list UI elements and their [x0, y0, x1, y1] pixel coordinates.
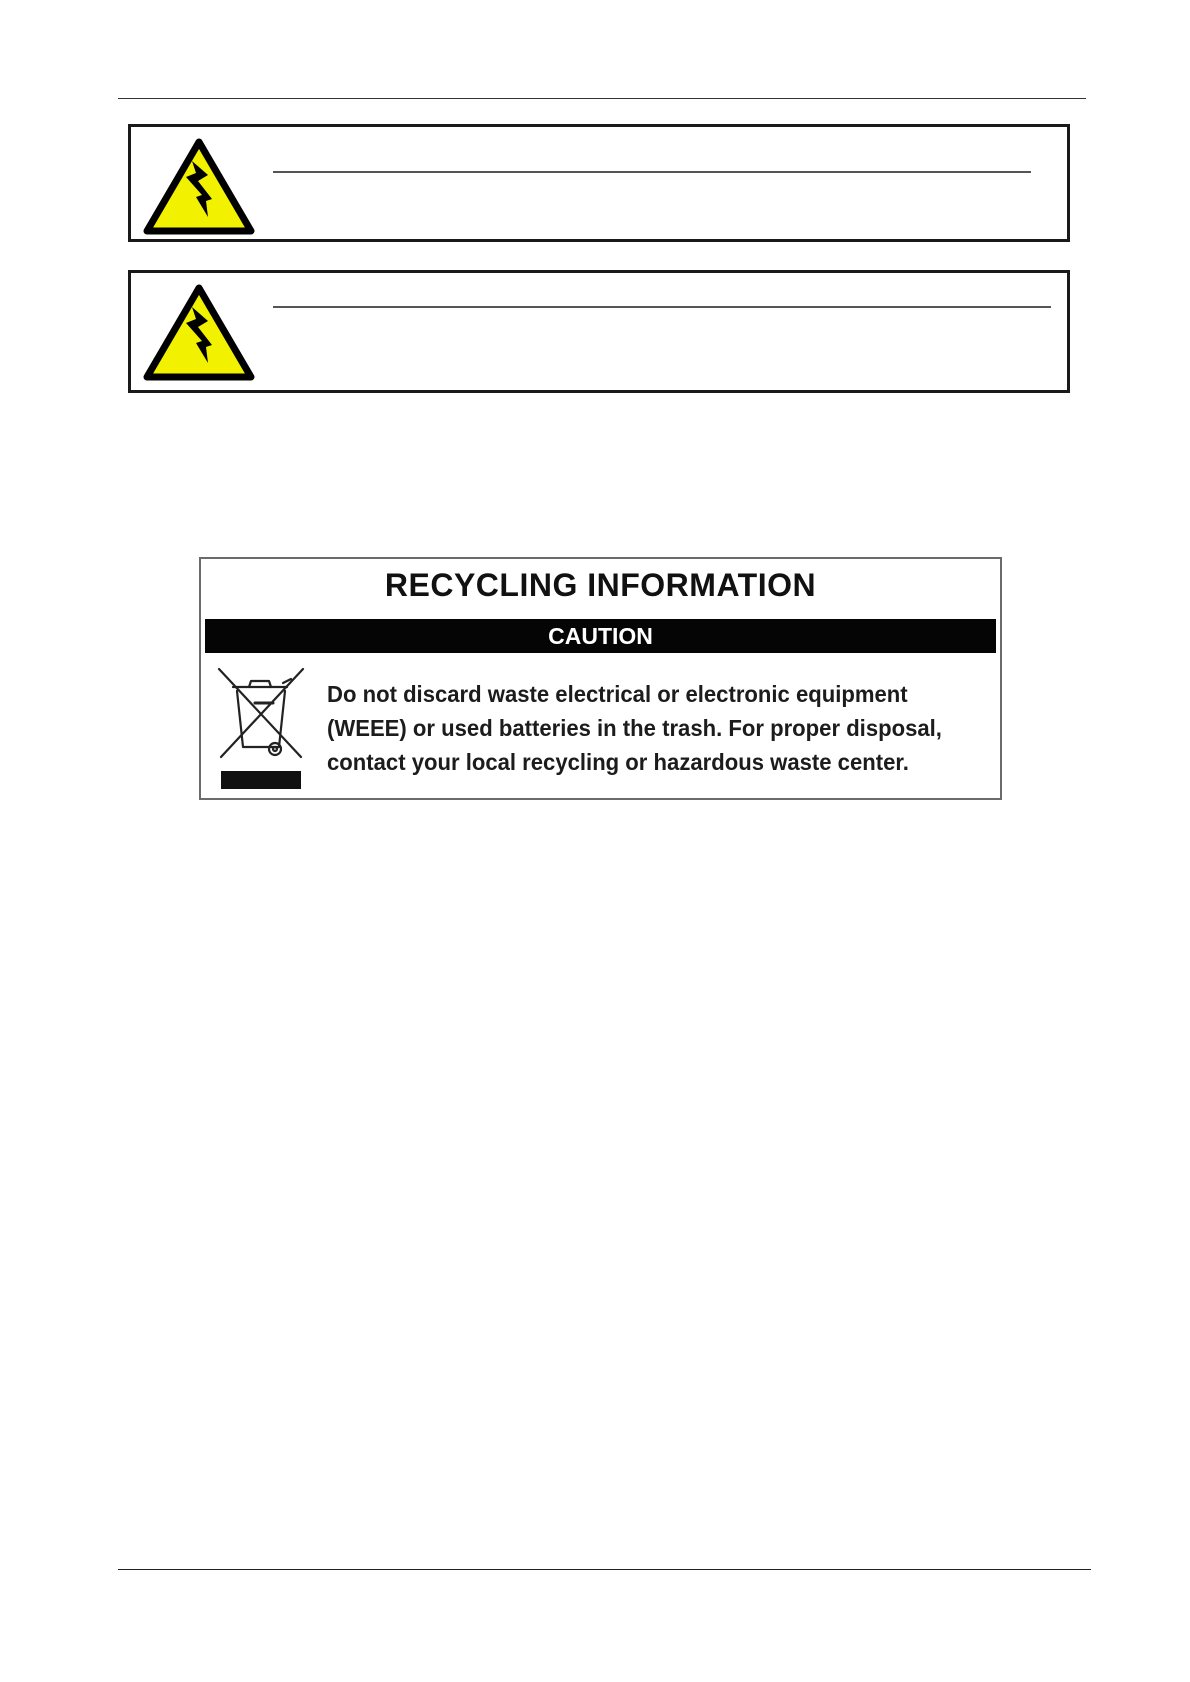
recycling-body-text: [327, 677, 955, 779]
recycling-body-line: contact your local recycling or hazardous waste center.: [327, 749, 909, 775]
warning-text-rule: [273, 171, 1031, 173]
warning-text-rule: [273, 306, 1051, 308]
electric-shock-warning-icon: [142, 283, 256, 383]
warning-box: [128, 270, 1070, 393]
caution-label: CAUTION: [548, 623, 653, 649]
recycling-information-label: [199, 557, 1002, 800]
warning-box: [128, 124, 1070, 242]
header-rule: [118, 98, 1086, 99]
recycling-body-line: Do not discard waste electrical or electronic equipment: [327, 681, 908, 707]
recycling-title: RECYCLING INFORMATION: [384, 567, 817, 603]
caution-bar: [205, 619, 996, 653]
recycling-body-line: (WEEE) or used batteries in the trash. For proper disposal,: [327, 715, 942, 741]
footer-rule: [118, 1569, 1091, 1570]
crossed-out-wheelie-bin-icon: [213, 657, 309, 793]
electric-shock-warning-icon: [142, 137, 256, 237]
